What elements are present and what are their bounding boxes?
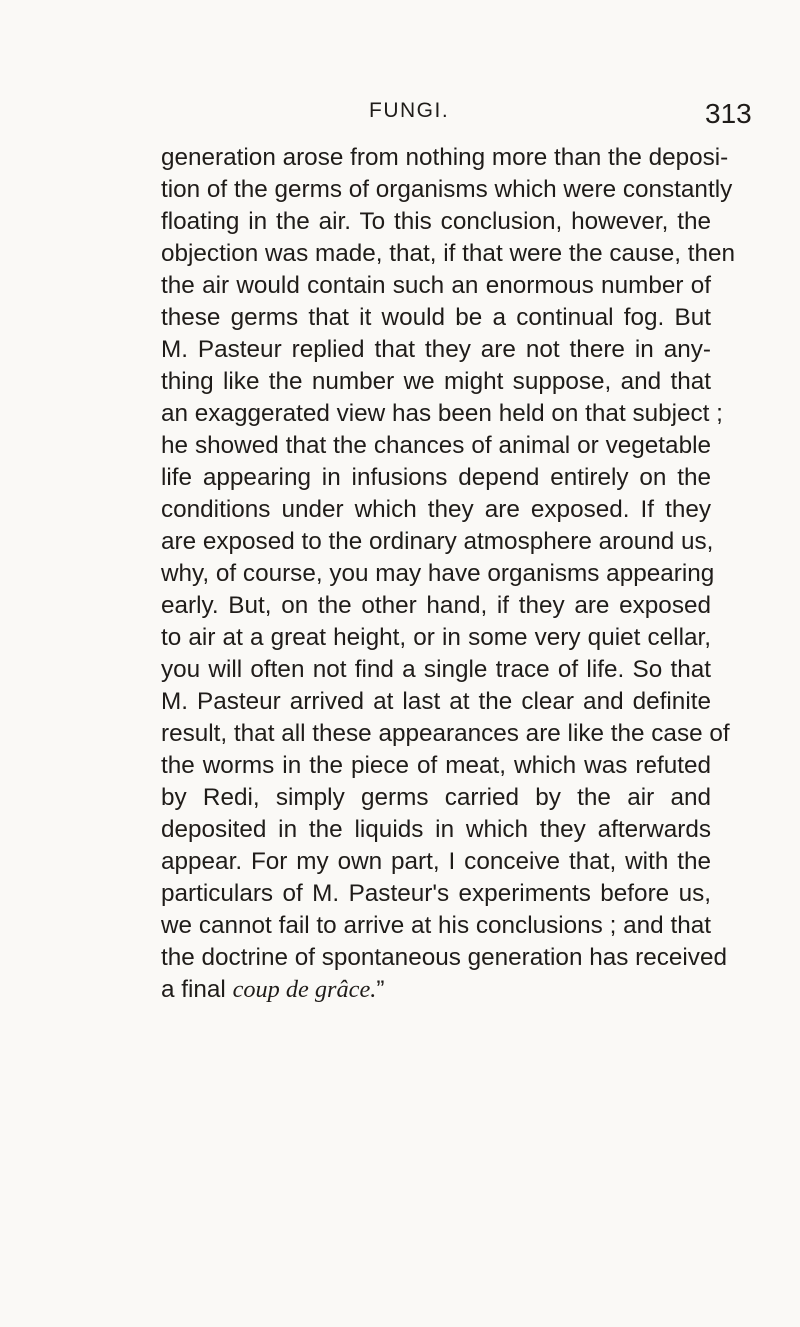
running-head: [0, 96, 800, 136]
text-line: to air at a great height, or in some very quiet cellar,: [161, 624, 711, 651]
text-line: life appearing in infusions depend entirely on the: [161, 464, 711, 491]
text-line: M. Pasteur arrived at last at the clear and definite: [161, 688, 711, 715]
text-line: result, that all these appearances are like the case of: [161, 720, 730, 747]
text-line: these germs that it would be a continual fog. But: [161, 304, 711, 331]
text-line: early. But, on the other hand, if they are exposed: [161, 592, 711, 619]
text-line: floating in the air. To this conclusion, however, the: [161, 208, 711, 235]
text-line: particulars of M. Pasteur's experiments before us,: [161, 880, 711, 907]
text-line: M. Pasteur replied that they are not there in any-: [161, 336, 711, 363]
text-line: generation arose from nothing more than the deposi-: [161, 144, 729, 171]
text-line: are exposed to the ordinary atmosphere around us,: [161, 528, 714, 555]
text-line: conditions under which they are exposed. If they: [161, 496, 711, 523]
text-line: the air would contain such an enormous number of: [161, 272, 711, 299]
final-line-prefix: a final: [161, 976, 233, 1003]
italic-phrase: coup de grâce.: [232, 976, 377, 1003]
text-line: we cannot fail to arrive at his conclusions ; and that: [161, 912, 711, 939]
text-line: tion of the germs of organisms which were constantly: [161, 176, 733, 203]
chapter-title: FUNGI.: [369, 99, 450, 122]
text-line: by Redi, simply germs carried by the air and: [161, 784, 711, 811]
closing-quote: ”: [376, 976, 385, 1003]
final-text-line: [161, 974, 711, 1006]
text-line: an exaggerated view has been held on that subject ;: [161, 400, 723, 427]
text-line: thing like the number we might suppose, and that: [161, 368, 711, 395]
text-line: deposited in the liquids in which they afterwards: [161, 816, 711, 843]
text-line: objection was made, that, if that were the cause, then: [161, 240, 736, 267]
page-number: 313: [705, 98, 752, 129]
text-line: why, of course, you may have organisms appearing: [161, 560, 715, 587]
text-line: you will often not find a single trace of life. So that: [161, 656, 711, 683]
text-line: the doctrine of spontaneous generation has received: [161, 944, 727, 971]
text-line: the worms in the piece of meat, which was refuted: [161, 752, 711, 779]
text-line: appear. For my own part, I conceive that, with the: [161, 848, 711, 875]
text-line: he showed that the chances of animal or vegetable: [161, 432, 711, 459]
